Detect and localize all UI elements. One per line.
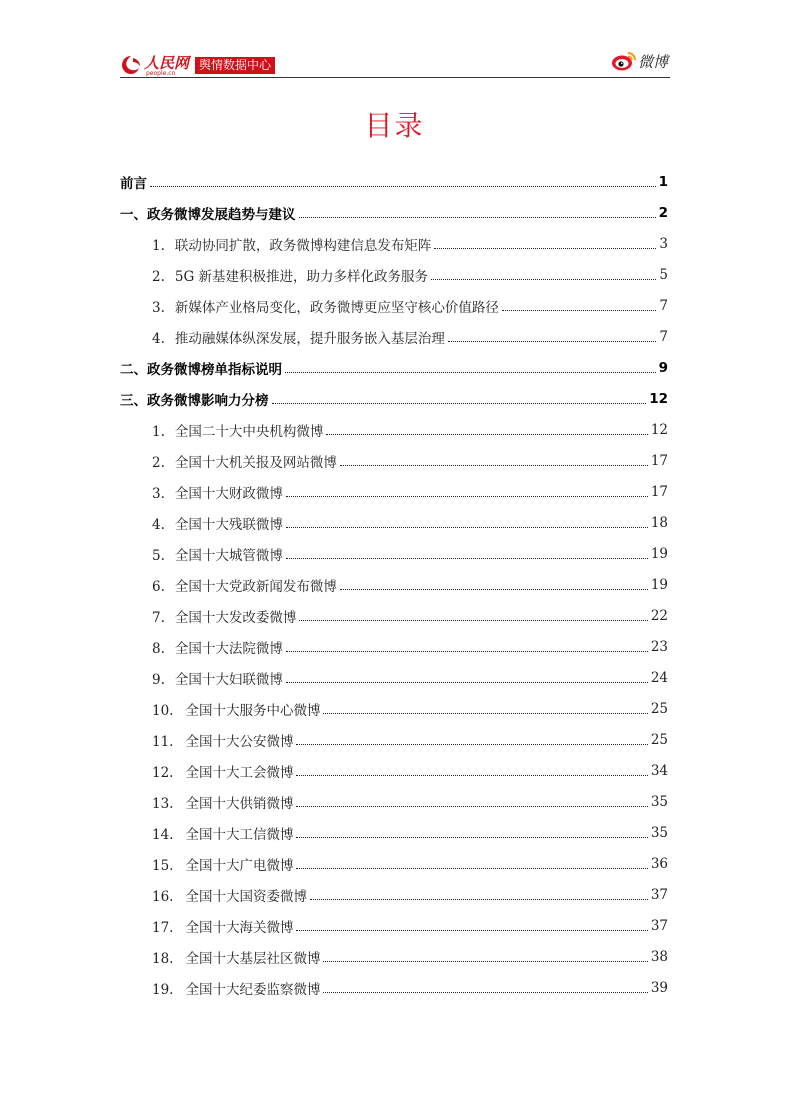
toc-entry-number: 9. <box>152 671 165 688</box>
toc-page-number: 25 <box>650 700 668 717</box>
toc-entry-text: 全国十大发改委微博 <box>174 609 297 626</box>
toc-dot-leader <box>286 496 648 497</box>
toc-page-number: 35 <box>650 824 668 841</box>
toc-entry-text: 全国十大城管微博 <box>174 547 283 564</box>
toc-dot-leader <box>299 620 647 621</box>
toc-entry[interactable] <box>120 290 668 321</box>
toc-entry[interactable] <box>120 786 668 817</box>
toc-entry-number: 10. <box>152 702 174 719</box>
toc-entry-label <box>152 420 323 440</box>
toc-entry-number: 3. <box>152 485 165 502</box>
toc-entry-label <box>120 203 296 223</box>
toc-entry[interactable] <box>120 662 668 693</box>
toc-entry-label <box>152 761 293 781</box>
toc-entry-text: 全国十大服务中心微博 <box>185 702 321 719</box>
toc-entry[interactable] <box>120 631 668 662</box>
toc-entry-text: 全国十大工信微博 <box>185 826 294 843</box>
toc-entry-text: 全国十大党政新闻发布微博 <box>174 578 337 595</box>
toc-dot-leader <box>340 465 648 466</box>
toc-entry-number: 3. <box>152 299 165 316</box>
toc-entry-text: 全国十大法院微博 <box>174 640 283 657</box>
toc-page-number: 17 <box>650 483 668 500</box>
toc-entry[interactable] <box>120 197 668 228</box>
toc-page-number: 38 <box>650 948 668 965</box>
toc-entry-label <box>152 575 337 595</box>
toc-dot-leader <box>326 434 647 435</box>
toc-entry-number: 17. <box>152 919 174 936</box>
toc-entry-number: 5. <box>152 547 165 564</box>
toc-entry-text: 全国十大国资委微博 <box>185 888 307 905</box>
toc-entry[interactable] <box>120 755 668 786</box>
toc-entry-text: 全国十大财政微博 <box>174 485 283 502</box>
toc-entry-number: 16. <box>152 888 174 905</box>
toc-page-number: 24 <box>650 669 668 686</box>
toc-entry-text: 全国十大机关报及网站微博 <box>174 454 337 471</box>
toc-dot-leader <box>502 310 657 311</box>
toc-entry-label <box>152 668 283 688</box>
toc-entry-number: 18. <box>152 950 174 967</box>
toc-entry[interactable] <box>120 941 668 972</box>
toc-page-number: 7 <box>659 297 668 314</box>
toc-entry-text: 前言 <box>120 175 147 192</box>
toc-dot-leader <box>310 899 648 900</box>
toc-page-number: 12 <box>650 421 668 438</box>
toc-entry[interactable] <box>120 724 668 755</box>
toc-dot-leader <box>296 744 647 745</box>
toc-page-number: 7 <box>659 328 668 345</box>
toc-entry[interactable] <box>120 166 668 197</box>
toc-entry-text: 三、政务微博影响力分榜 <box>120 392 269 409</box>
toc-entry-number: 7. <box>152 609 165 626</box>
toc-dot-leader <box>434 248 656 249</box>
toc-entry-label <box>152 234 431 254</box>
toc-page-number: 3 <box>659 235 668 252</box>
toc-page-number: 1 <box>658 173 668 190</box>
toc-page-number: 2 <box>658 204 668 221</box>
toc-page-number: 35 <box>650 793 668 810</box>
toc-dot-leader <box>286 682 648 683</box>
toc-entry-number: 4. <box>152 516 165 533</box>
toc-dot-leader <box>286 527 648 528</box>
toc-entry-number: 2. <box>152 454 165 471</box>
toc-entry-text: 新媒体产业格局变化，政务微博更应坚守核心价值路径 <box>174 299 499 316</box>
toc-entry[interactable] <box>120 414 668 445</box>
toc-page-number: 25 <box>650 731 668 748</box>
toc-entry-text: 5G 新基建积极推进，助力多样化政务服务 <box>174 268 429 285</box>
toc-dot-leader <box>296 868 647 869</box>
toc-page-number: 36 <box>650 855 668 872</box>
toc-entry-label <box>152 947 320 967</box>
toc-entry[interactable] <box>120 972 668 1003</box>
toc-entry-number: 6. <box>152 578 165 595</box>
toc-entry-text: 推动融媒体纵深发展，提升服务嵌入基层治理 <box>174 330 445 347</box>
toc-entry[interactable] <box>120 321 668 352</box>
people-logo <box>120 52 275 78</box>
toc-entry-text: 全国十大供销微博 <box>185 795 294 812</box>
toc-entry[interactable] <box>120 383 668 414</box>
toc-entry-label <box>152 699 320 719</box>
toc-entry-text: 联动协同扩散，政务微博构建信息发布矩阵 <box>174 237 432 254</box>
toc-entry-label <box>120 358 282 378</box>
header-divider <box>120 77 670 78</box>
page-header <box>120 48 670 78</box>
toc-dot-leader <box>323 992 647 993</box>
brand-sub: people.cn <box>146 70 176 77</box>
toc-entry-number: 15. <box>152 857 174 874</box>
toc-dot-leader <box>323 713 647 714</box>
toc-entry-text: 全国二十大中央机构微博 <box>174 423 324 440</box>
toc-entry[interactable] <box>120 476 668 507</box>
toc-page-number: 19 <box>650 576 668 593</box>
toc-dot-leader <box>323 961 647 962</box>
toc-page-number: 37 <box>650 917 668 934</box>
toc-entry-text: 一、政务微博发展趋势与建议 <box>120 206 296 223</box>
toc-entry-text: 全国十大海关微博 <box>185 919 294 936</box>
toc-entry[interactable] <box>120 507 668 538</box>
toc-entry-label <box>152 606 296 626</box>
toc-entry-label <box>152 854 293 874</box>
toc-dot-leader <box>286 558 648 559</box>
toc-dot-leader <box>448 341 657 342</box>
toc-page-number: 18 <box>650 514 668 531</box>
toc-dot-leader <box>340 589 648 590</box>
toc-dot-leader <box>286 651 648 652</box>
toc-dot-leader <box>150 186 656 187</box>
toc-entry-number: 19. <box>152 981 174 998</box>
toc-entry-text: 二、政务微博榜单指标说明 <box>120 361 282 378</box>
toc-entry-label <box>120 172 147 192</box>
toc-entry-number: 12. <box>152 764 174 781</box>
toc-entry[interactable] <box>120 693 668 724</box>
toc-entry-label <box>152 730 293 750</box>
toc-entry[interactable] <box>120 228 668 259</box>
toc-entry-label <box>152 978 320 998</box>
toc-dot-leader <box>296 930 647 931</box>
toc-entry-text: 全国十大基层社区微博 <box>185 950 321 967</box>
brand-name: 人民网 <box>144 54 190 72</box>
toc-page-number: 39 <box>650 979 668 996</box>
toc-page-number: 9 <box>658 359 668 376</box>
weibo-eye-icon <box>611 50 637 72</box>
toc-entry-text: 全国十大工会微博 <box>185 764 294 781</box>
people-emblem-icon <box>120 54 142 76</box>
toc-page-number: 37 <box>650 886 668 903</box>
toc-entry[interactable] <box>120 538 668 569</box>
weibo-logo <box>611 50 668 72</box>
toc-page-number: 17 <box>650 452 668 469</box>
toc-entry[interactable] <box>120 848 668 879</box>
toc-dot-leader <box>272 403 647 404</box>
toc-entry[interactable] <box>120 569 668 600</box>
toc-dot-leader <box>285 372 656 373</box>
toc-entry-label <box>152 792 293 812</box>
toc-entry-text: 全国十大广电微博 <box>185 857 294 874</box>
toc-page-number: 12 <box>649 390 668 407</box>
toc-entry-text: 全国十大残联微博 <box>174 516 283 533</box>
table-of-contents <box>120 166 668 1003</box>
toc-entry-label <box>152 265 428 285</box>
toc-dot-leader <box>299 217 656 218</box>
toc-entry-text: 全国十大妇联微博 <box>174 671 283 688</box>
toc-dot-leader <box>296 837 647 838</box>
toc-entry-label <box>152 823 293 843</box>
toc-page-number: 34 <box>650 762 668 779</box>
toc-page-number: 19 <box>650 545 668 562</box>
toc-entry-label <box>120 389 269 409</box>
toc-page-number: 22 <box>650 607 668 624</box>
toc-entry[interactable] <box>120 352 668 383</box>
toc-entry[interactable] <box>120 259 668 290</box>
toc-entry-label <box>152 637 283 657</box>
toc-page-number: 23 <box>650 638 668 655</box>
toc-dot-leader <box>296 775 647 776</box>
toc-entry-label <box>152 451 337 471</box>
toc-entry-number: 8. <box>152 640 165 657</box>
toc-entry-number: 13. <box>152 795 174 812</box>
toc-dot-leader <box>431 279 656 280</box>
toc-entry-text: 全国十大纪委监察微博 <box>185 981 321 998</box>
toc-entry-number: 2. <box>152 268 165 285</box>
page-title: 目录 <box>364 109 425 142</box>
toc-entry[interactable] <box>120 445 668 476</box>
toc-entry-number: 14. <box>152 826 174 843</box>
toc-page-number: 5 <box>659 266 668 283</box>
toc-entry-label <box>152 296 499 316</box>
toc-entry[interactable] <box>120 817 668 848</box>
toc-entry[interactable] <box>120 879 668 910</box>
toc-entry-label <box>152 916 293 936</box>
toc-entry-number: 1. <box>152 237 165 254</box>
toc-entry-label <box>152 482 283 502</box>
toc-entry-text: 全国十大公安微博 <box>185 733 294 750</box>
toc-entry-label <box>152 327 445 347</box>
toc-entry-label <box>152 885 307 905</box>
toc-entry-number: 1. <box>152 423 165 440</box>
toc-entry-number: 11. <box>152 733 174 750</box>
toc-entry[interactable] <box>120 910 668 941</box>
toc-entry-label <box>152 544 283 564</box>
toc-entry[interactable] <box>120 600 668 631</box>
toc-entry-number: 4. <box>152 330 165 347</box>
toc-dot-leader <box>296 806 647 807</box>
weibo-brand-text: 微博 <box>637 52 668 71</box>
toc-entry-label <box>152 513 283 533</box>
center-name-badge: 舆情数据中心 <box>195 57 275 74</box>
